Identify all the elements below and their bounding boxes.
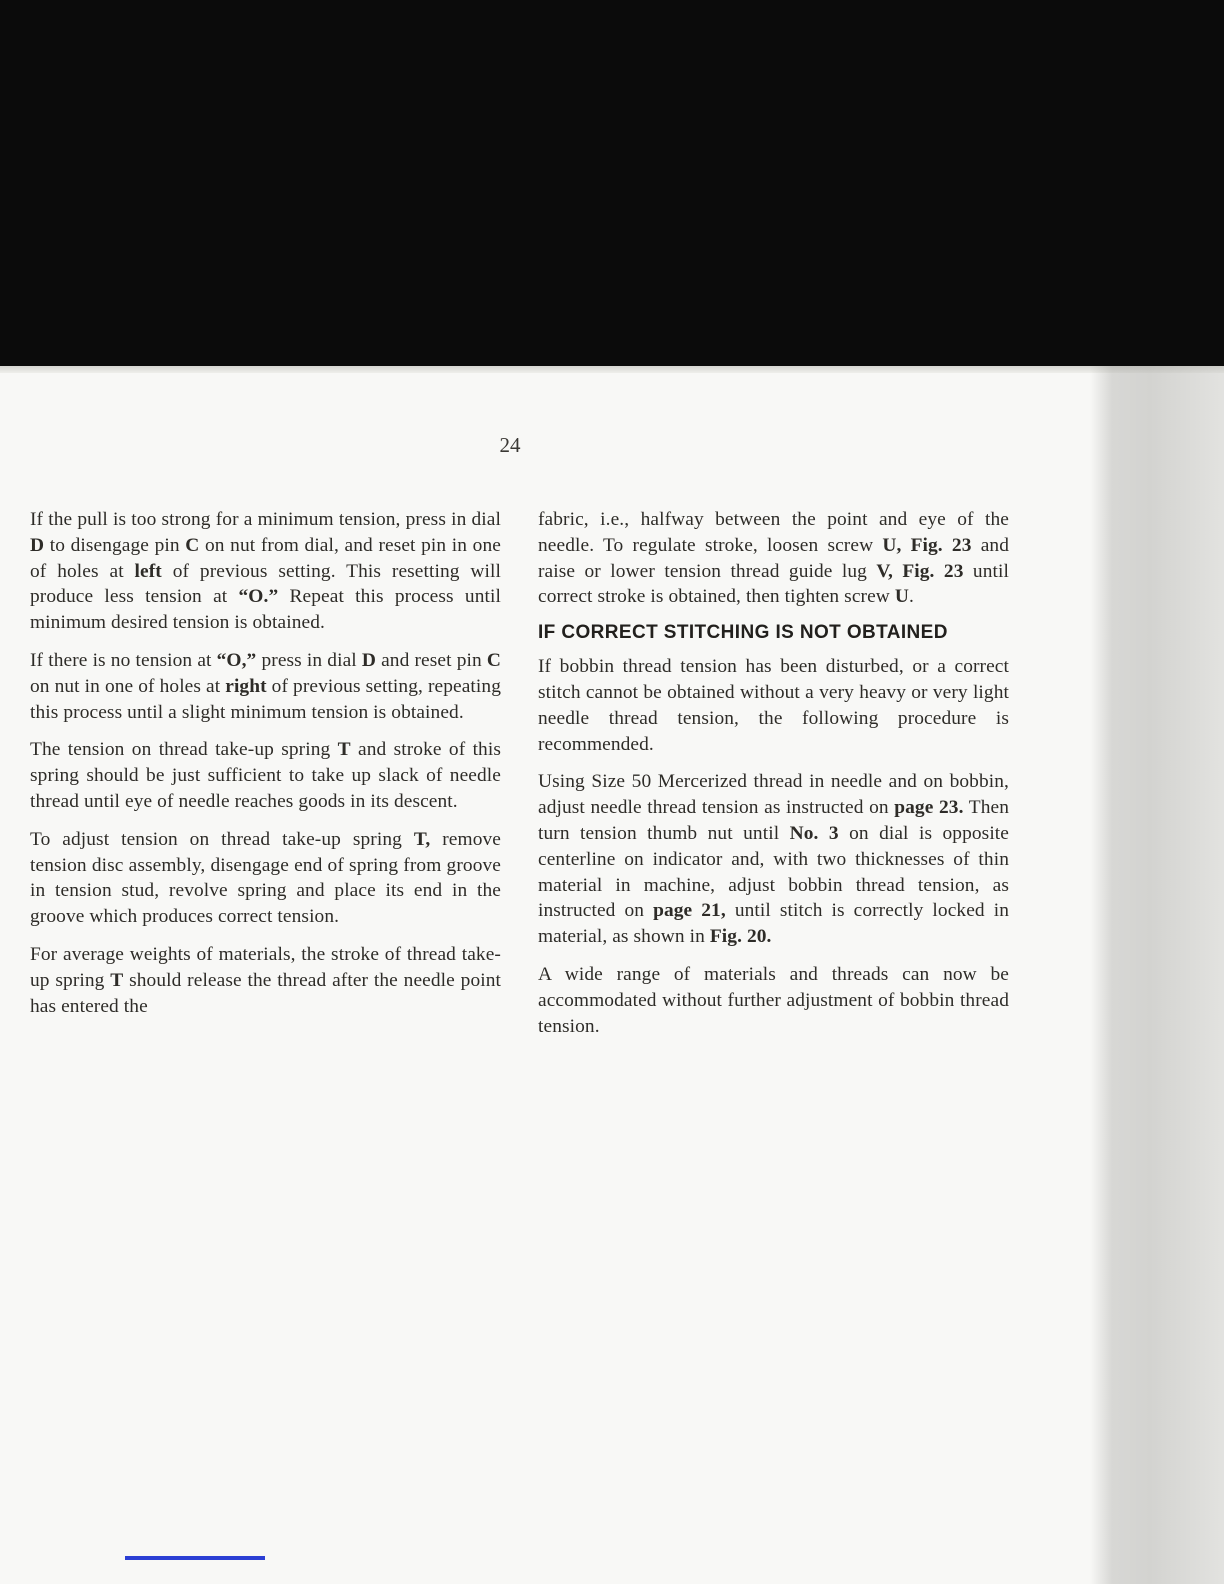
section-heading: IF CORRECT STITCHING IS NOT OBTAINED [538,622,948,644]
scan-page-edge-shadow [1090,366,1224,1584]
paragraph: Using Size 50 Mercerized thread in needle and on bobbin, adjust needle thread tension as instructed on page 23. Then turn tension thumb nut until No. 3 on dial is opposite centerline on indicator and, with two thicknesses of thin material in machine, adjust bobbin thread tension, as instructed on page 21, until stitch is correctly locked in material, as shown in Fig. 20. [538,771,1010,948]
paragraph: If there is no tension at “O,” press in dial D and reset pin C on nut in one of holes at right of previous setting, repeating this process until a slight minimum tension is obtained. [30,649,501,723]
paragraph: For average weights of materials, the stroke of thread take-up spring T should release the thread after the needle point has entered the [30,943,502,1017]
paragraph: The tension on thread take-up spring T and stroke of this spring should be just sufficient to take up slack of needle thread until eye of needle reaches goods in its descent. [30,739,501,812]
scan-artifact-line [125,1556,265,1560]
paragraph: fabric, i.e., halfway between the point and eye of the needle. To regulate stroke, loosen screw U, Fig. 23 and raise or lower tension thread guide lug V, Fig. 23 until correct stroke is obtained, then tighten screw U. [538,509,1009,608]
paragraph: If bobbin thread tension has been disturbed, or a correct stitch cannot be obtained without a very heavy or very light needle thread tension, the following procedure is recommended. [538,656,1009,755]
paragraph: A wide range of materials and threads can now be accommodated without further adjustment of bobbin thread tension. [538,963,1009,1037]
page-number: 24 [499,433,521,457]
right-column [538,507,1009,1051]
text-columns [30,507,1010,1051]
paragraph: To adjust tension on thread take-up spring T, remove tension disc assembly, disengage end of spring from groove in tension stud, revolve spring and place its end in the groove which produces correct tension. [30,828,501,928]
paper-top-edge [0,366,1224,373]
paragraph: If the pull is too strong for a minimum tension, press in dial D to disengage pin C on nut from dial, and reset pin in one of holes at left of previous setting. This resetting will produce less tension at “O.” Repeat this process until minimum desired tension is obtained. [30,509,501,634]
scan-dark-margin [0,0,1224,366]
left-column [30,507,501,1051]
page [0,373,1224,1584]
